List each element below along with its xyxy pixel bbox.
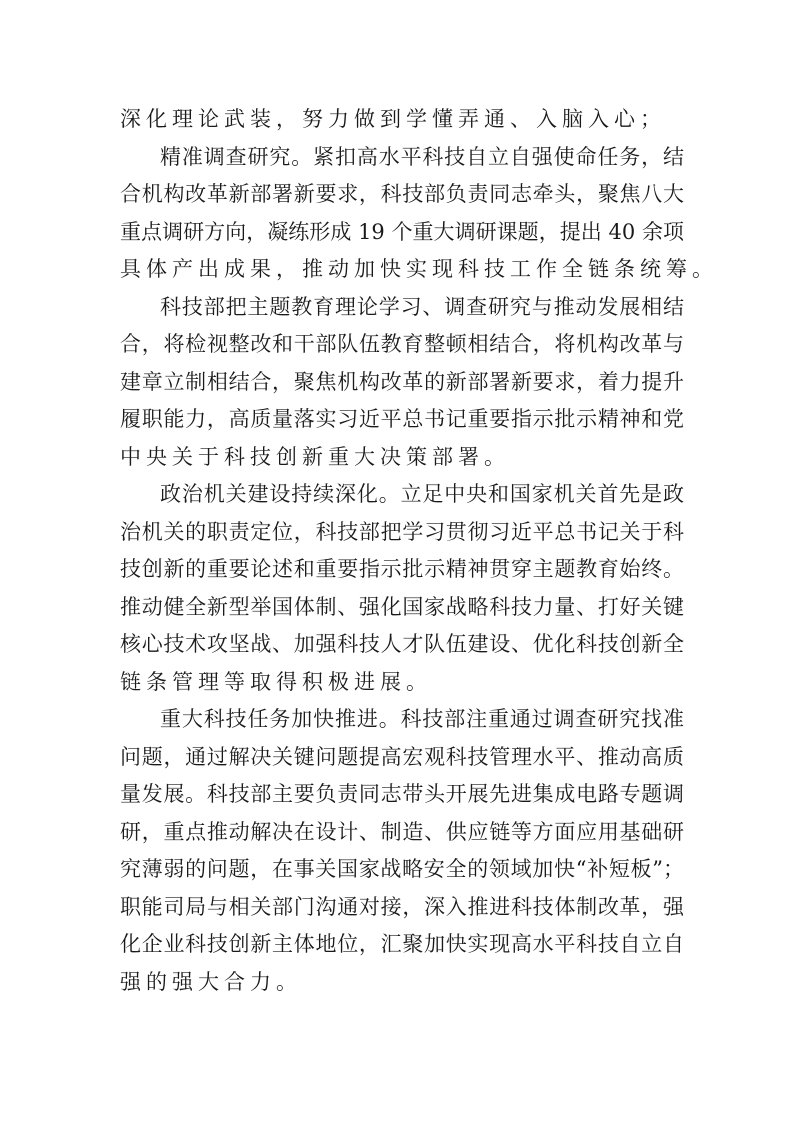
text-line: 推动健全新型举国体制、强化国家战略科技力量、打好关键 bbox=[120, 594, 684, 619]
text-line: 职能司局与相关部门沟通对接，深入推进科技体制改革，强 bbox=[120, 894, 684, 919]
text-line: 中央关于科技创新重大决策部署。 bbox=[120, 444, 510, 469]
text-line: 具体产出成果，推动加快实现科技工作全链条统筹。 bbox=[120, 257, 718, 281]
text-line: 精准调查研究。紧扣高水平科技自立自强使命任务，结 bbox=[160, 144, 684, 169]
text-line: 技创新的重要论述和重要指示批示精神贯穿主题教育始终。 bbox=[120, 557, 684, 581]
text-line: 强的强大合力。 bbox=[120, 969, 302, 994]
paragraph bbox=[120, 101, 684, 139]
text-line: 链条管理等取得积极进展。 bbox=[120, 669, 432, 694]
paragraph bbox=[120, 701, 684, 1001]
text-line: 重大科技任务加快推进。科技部注重通过调查研究找准 bbox=[160, 707, 684, 731]
document-page bbox=[120, 101, 718, 1001]
text-line: 究薄弱的问题，在事关国家战略安全的领域加快“补短板”； bbox=[120, 857, 684, 881]
paragraph bbox=[120, 289, 684, 477]
text-line: 核心技术攻坚战、加强科技人才队伍建设、优化科技创新全 bbox=[120, 632, 684, 656]
paragraph bbox=[120, 476, 684, 701]
text-line: 合机构改革新部署新要求，科技部负责同志牵头，聚焦八大 bbox=[120, 182, 684, 206]
text-line: 重点调研方向，凝练形成 19 个重大调研课题，提出 40 余项 bbox=[120, 219, 684, 244]
text-line: 研，重点推动解决在设计、制造、供应链等方面应用基础研 bbox=[120, 819, 684, 844]
text-line: 治机关的职责定位，科技部把学习贯彻习近平总书记关于科 bbox=[120, 519, 684, 544]
text-line: 合，将检视整改和干部队伍教育整顿相结合，将机构改革与 bbox=[120, 332, 684, 356]
paragraph bbox=[120, 139, 718, 289]
text-line: 政治机关建设持续深化。立足中央和国家机关首先是政 bbox=[160, 482, 684, 506]
text-line: 建章立制相结合，聚焦机构改革的新部署新要求，着力提升 bbox=[120, 369, 684, 394]
text-line: 深化理论武装，努力做到学懂弄通、入脑入心； bbox=[120, 107, 666, 131]
text-line: 问题，通过解决关键问题提高宏观科技管理水平、推动高质 bbox=[120, 744, 684, 769]
text-line: 履职能力，高质量落实习近平总书记重要指示批示精神和党 bbox=[120, 407, 684, 431]
text-line: 量发展。科技部主要负责同志带头开展先进集成电路专题调 bbox=[120, 782, 684, 806]
text-line: 科技部把主题教育理论学习、调查研究与推动发展相结 bbox=[160, 294, 684, 319]
text-line: 化企业科技创新主体地位，汇聚加快实现高水平科技自立自 bbox=[120, 932, 684, 956]
